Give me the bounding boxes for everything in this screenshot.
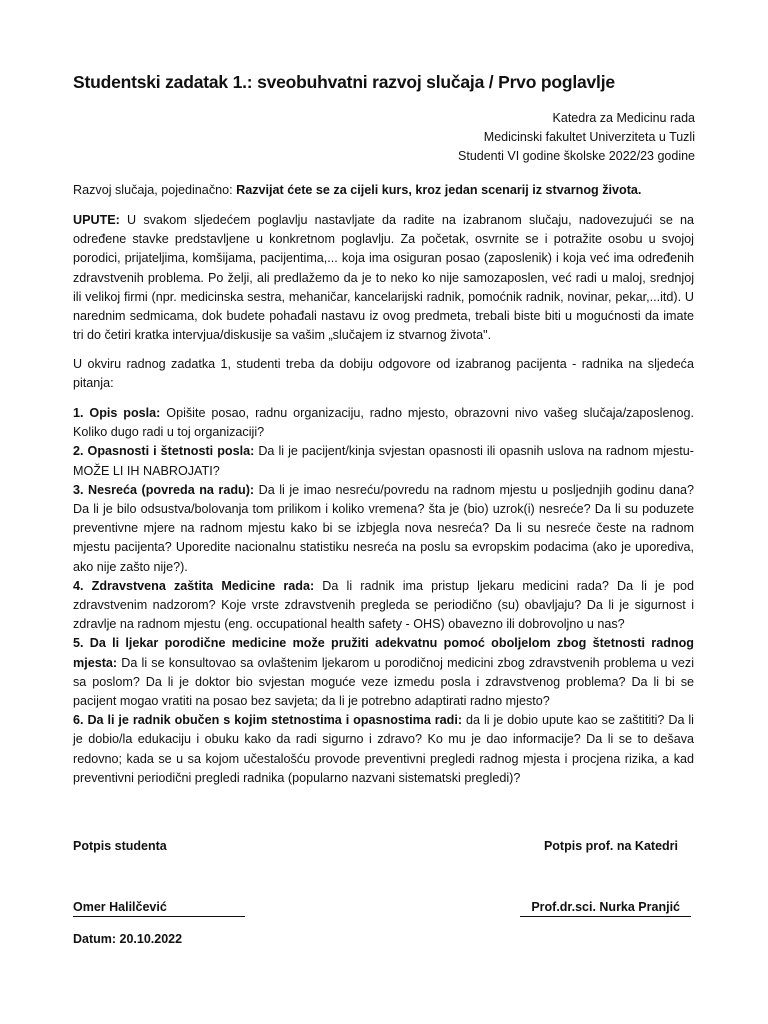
instructions-label: UPUTE: [73,213,120,227]
institution-line-3: Studenti VI godine školske 2022/23 godine [458,149,695,163]
question-text: Da li radnik ima pristup ljekaru medicini rada? Da li je pod zdravstvenim nadzorom? Koje vrste zdravstvenih pregleda se periodično (su) obavljaju? Da li je sigurnost i zdravlje na radnom mjestu (eng. occupational health safety - OHS) obavezno ili dobrovoljno u nas? [73,578,694,632]
questions-list [73,404,694,788]
student-signature-line [73,916,245,917]
question-label: 6. Da li je radnik obučen s kojim stetnostima i opasnostima radi: [73,713,463,728]
student-signature-label: Potpis studenta [73,839,167,853]
question-text: Da li se konsultovao sa ovlaštenim ljekarom u porodičnoj medicini zbog zdravstvenih problema u vezi sa poslom? Da li je doktor bio svjestan moguće veze izmedu posla i zdravstvenog problema? Da li bi se pacijent mogao vratiti na posao bez savjeta; da li je potrebno adaptirati radno mjesto? [73,655,694,709]
question-label: 3. Nesreća (povreda na radu): [73,482,255,497]
intro-prefix: Razvoj slučaja, pojedinačno: [73,183,237,197]
professor-signature-label: Potpis prof. na Katedri [543,839,678,853]
page-title: Studentski zadatak 1.: sveobuhvatni razvoj slučaja / Prvo poglavlje [73,72,615,92]
date-line: Datum: 20.10.2022 [73,932,183,946]
question-text: da li je dobio upute kao se zaštititi? Da li je dobio/la edukaciju i obuku kako da radi sigurno i zdravo? Ko mu je dao informacije? Da li se to dešava redovno; kada se u sa kojom učestalošću provode preventivni pregledi radnog mjesta i procjena rizika, a kad preventivni periodični pregledi radnika (popularno nazvani sistematski pregledi)? [73,713,694,785]
question-item [73,442,694,480]
professor-signature-line [520,916,691,917]
question-label: 2. Opasnosti i štetnosti posla: [73,444,255,459]
instructions-paragraph [73,211,694,345]
institution-line-2: Medicinski fakultet Univerziteta u Tuzli [483,130,695,144]
professor-name: Prof.dr.sci. Nurka Pranjić [531,900,680,914]
question-item [73,404,694,442]
question-label: 1. Opis posla: [73,406,161,420]
question-text: Opišite posao, radnu organizaciju, radno mjesto, obrazovni nivo vašeg slučaja/zaposlenog. Koliko dugo radi u toj organizaciji? [73,406,694,440]
question-label: 5. Da li ljekar porodične medicine može pružiti adekvatnu pomoć oboljelom zbog štetnosti radnog mjesta: [73,636,694,670]
question-label: 4. Zdravstvena zaštita Medicine rada: [73,578,315,593]
question-text: Da li je pacijent/kinja svjestan opasnosti ili opasnih uslova na radnom mjestu- MOŽE LI IH NABROJATI? [73,444,694,478]
intro-bold: Razvijat ćete se za cijeli kurs, kroz jedan scenarij iz stvarnog života. [236,183,642,197]
institution-line-1: Katedra za Medicinu rada [552,111,695,125]
intro-paragraph [73,181,694,200]
question-item [73,481,694,577]
question-item [73,634,694,711]
instructions-text: U svakom sljedećem poglavlju nastavljate da radite na izabranom slučaju, nadovezujući se na određene stavke predstavljene u konkretnom poglavlju. Za početak, osvrnite se i potražite osobu u svojoj porodici, prijateljima, komšijama, pacijentima,... koja ima osiguran posao (zaposlenik) i koja već ima određenih zdravstvenih problema. Po želji, ali predlažemo da je to neko ko nije samozaposlen, već radi u maloj, srednjoj ili velikoj firmi (npr. medicinska sestra, mehaničar, kancelarijski radnik, pomoćnik radnik, novinar, pekar,...itd). U narednim sedmicama, dok budete pohađali nastavu iz ovog predmeta, trebali biste biti u mogućnosti da imate tri do četiri kratka intervjua/diskusije sa vašim „slučajem iz stvarnog života". [73,213,694,343]
question-item [73,577,694,635]
question-text: Da li je imao nesreću/povredu na radnom mjestu u posljednjih godinu dana? Da li je bilo odsustva/bolovanja tom prilikom i koliko vremena? šta je (bio) uzrok(i) nesreće? Da li su poduzete preventivne mjere na radnom mjestu kako bi se izbjegla nova nesreća? Da li su nesreće česte na radnom mjestu pacijenta? Uporedite nacionalnu statistiku nesreća na poslu sa evropskim podacima (ako je uporediva, ako nije zašto nije?). [73,482,694,574]
lead-paragraph: U okviru radnog zadatka 1, studenti treba da dobiju odgovore od izabranog pacijenta - radnika na sljedeća pitanja: [73,357,694,391]
question-item [73,711,694,788]
student-name: Omer Halilčević [73,900,167,914]
